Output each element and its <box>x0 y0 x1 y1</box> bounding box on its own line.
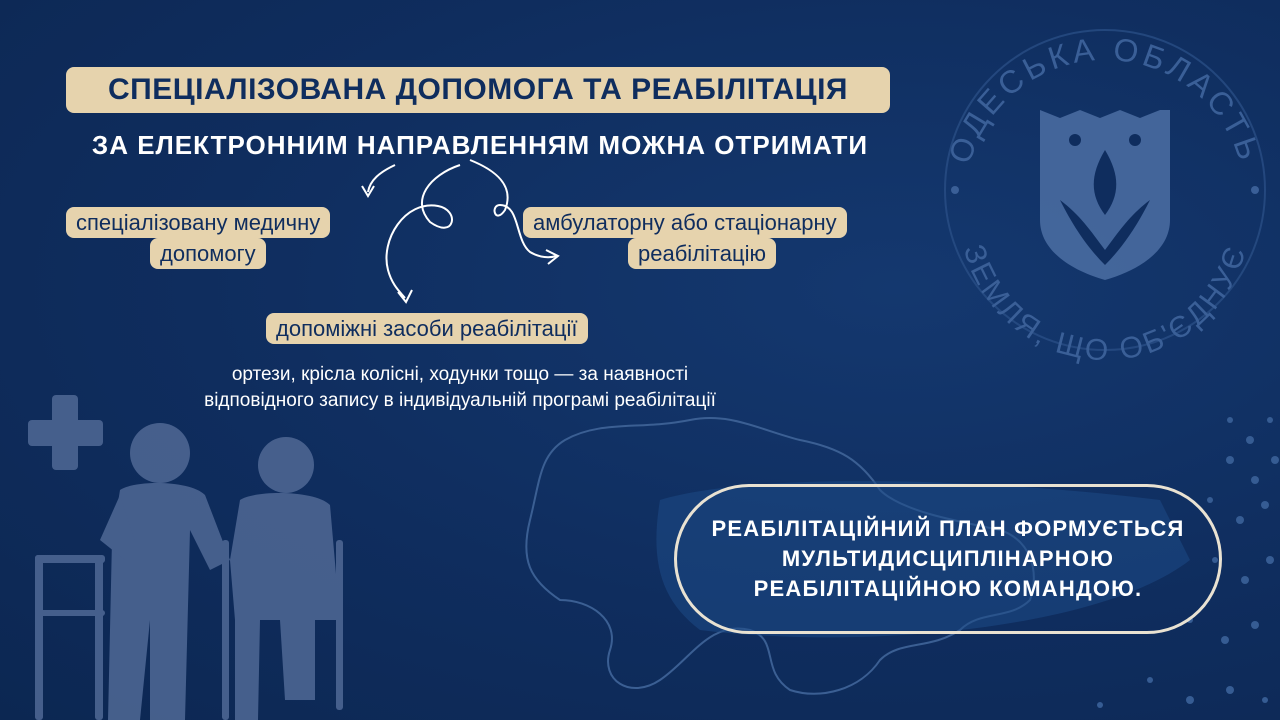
chip-medical-line2: допомогу <box>150 238 266 269</box>
emblem-lower-text: ЗЕМЛЯ, ЩО ОБ'ЄДНУЄ <box>956 240 1254 368</box>
assistive-aids-note <box>120 362 800 414</box>
emblem-dot-left <box>951 186 959 194</box>
page-title: СПЕЦІАЛІЗОВАНА ДОПОМОГА ТА РЕАБІЛІТАЦІЯ <box>66 67 890 113</box>
callout-rehab-plan <box>674 484 1222 634</box>
callout-text: РЕАБІЛІТАЦІЙНИЙ ПЛАН ФОРМУЄТЬСЯ МУЛЬТИДИСЦИПЛІНАРНОЮ РЕАБІЛІТАЦІЙНОЮ КОМАНДОЮ. <box>711 516 1185 601</box>
svg-text:ЗЕМЛЯ, ЩО ОБ'ЄДНУЄ <box>957 240 1253 367</box>
note-line-2: відповідного запису в індивідуальній програмі реабілітації <box>204 390 716 411</box>
page-subtitle: ЗА ЕЛЕКТРОННИМ НАПРАВЛЕННЯМ МОЖНА ОТРИМАТИ <box>91 130 869 160</box>
emblem-upper-text: ОДЕСЬКА ОБЛАСТЬ <box>941 30 1269 168</box>
chip-medical-line1: спеціалізовану медичну <box>66 207 330 238</box>
note-line-1: ортези, крісла колісні, ходунки тощо — за наявності <box>231 364 689 385</box>
chip-ambulatory-line1: амбулаторну або стаціонарну <box>523 207 847 238</box>
chip-assistive-aids: допоміжні засоби реабілітації <box>266 313 588 344</box>
chip-ambulatory-line2: реабілітацію <box>628 238 776 269</box>
svg-text:ОДЕСЬКА ОБЛАСТЬ <box>941 31 1268 168</box>
emblem-dot-right <box>1251 186 1259 194</box>
